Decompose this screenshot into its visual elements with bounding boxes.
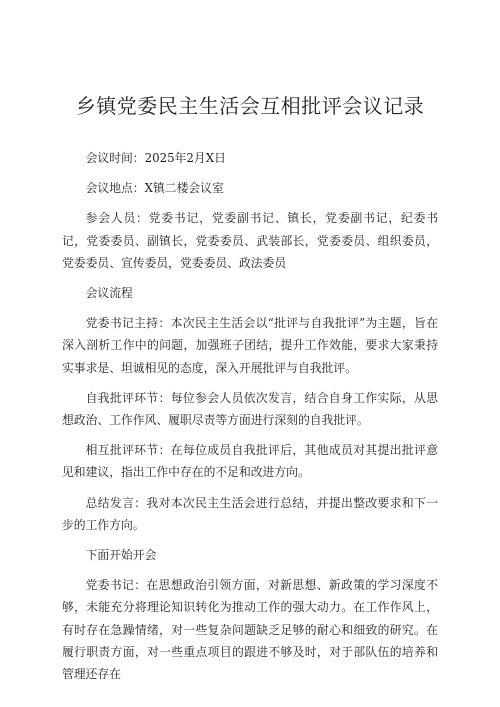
paragraph-summary: 总结发言：我对本次民主生活会进行总结，并提出整改要求和下一步的工作方向。 (62, 495, 438, 532)
section-heading-meeting-process: 会议流程 (85, 286, 133, 301)
meeting-location: 会议地点：X镇二楼会议室 (85, 181, 224, 196)
meeting-time: 会议时间：2025年2月X日 (85, 151, 226, 165)
paragraph-chair-opening: 党委书记主持：本次民主生活会以“批评与自我批评”为主题，旨在深入剖析工作中的问题，加强班子团结，提升工作效能，要求大家秉持实事求是、坦诚相见的态度，深入开展批评与自我批评。 (62, 316, 438, 375)
section-heading-meeting-start: 下面开始开会 (85, 548, 157, 563)
document-title: 乡镇党委民主生活会互相批评会议记录 (75, 94, 425, 118)
attendees: 参会人员：党委书记，党委副书记、镇长，党委副书记，纪委书记，党委委员、副镇长，党委委员、武装部长，党委委员、组织委员，党委委员、宣传委员，党委委员、政法委员 (62, 211, 438, 270)
paragraph-self-criticism: 自我批评环节：每位参会人员依次发言，结合自身工作实际，从思想政治、工作作风、履职尽责等方面进行深刻的自我批评。 (62, 390, 438, 428)
paragraph-secretary-remarks: 党委书记：在思想政治引领方面，对新思想、新政策的学习深度不够，未能充分将理论知识转化为推动工作的强大动力。在工作作风上，有时存在急躁情绪，对一些复杂问题缺乏足够的耐心和细致的研究。在履行职责方面，对一些重点项目的跟进不够及时，对于部队伍的培养和管理还存在 (62, 578, 438, 682)
paragraph-mutual-criticism: 相互批评环节：在每位成员自我批评后，其他成员对其提出批评意见和建议，指出工作中存在的不足和改进方向。 (62, 443, 438, 480)
document-body (62, 147, 438, 685)
